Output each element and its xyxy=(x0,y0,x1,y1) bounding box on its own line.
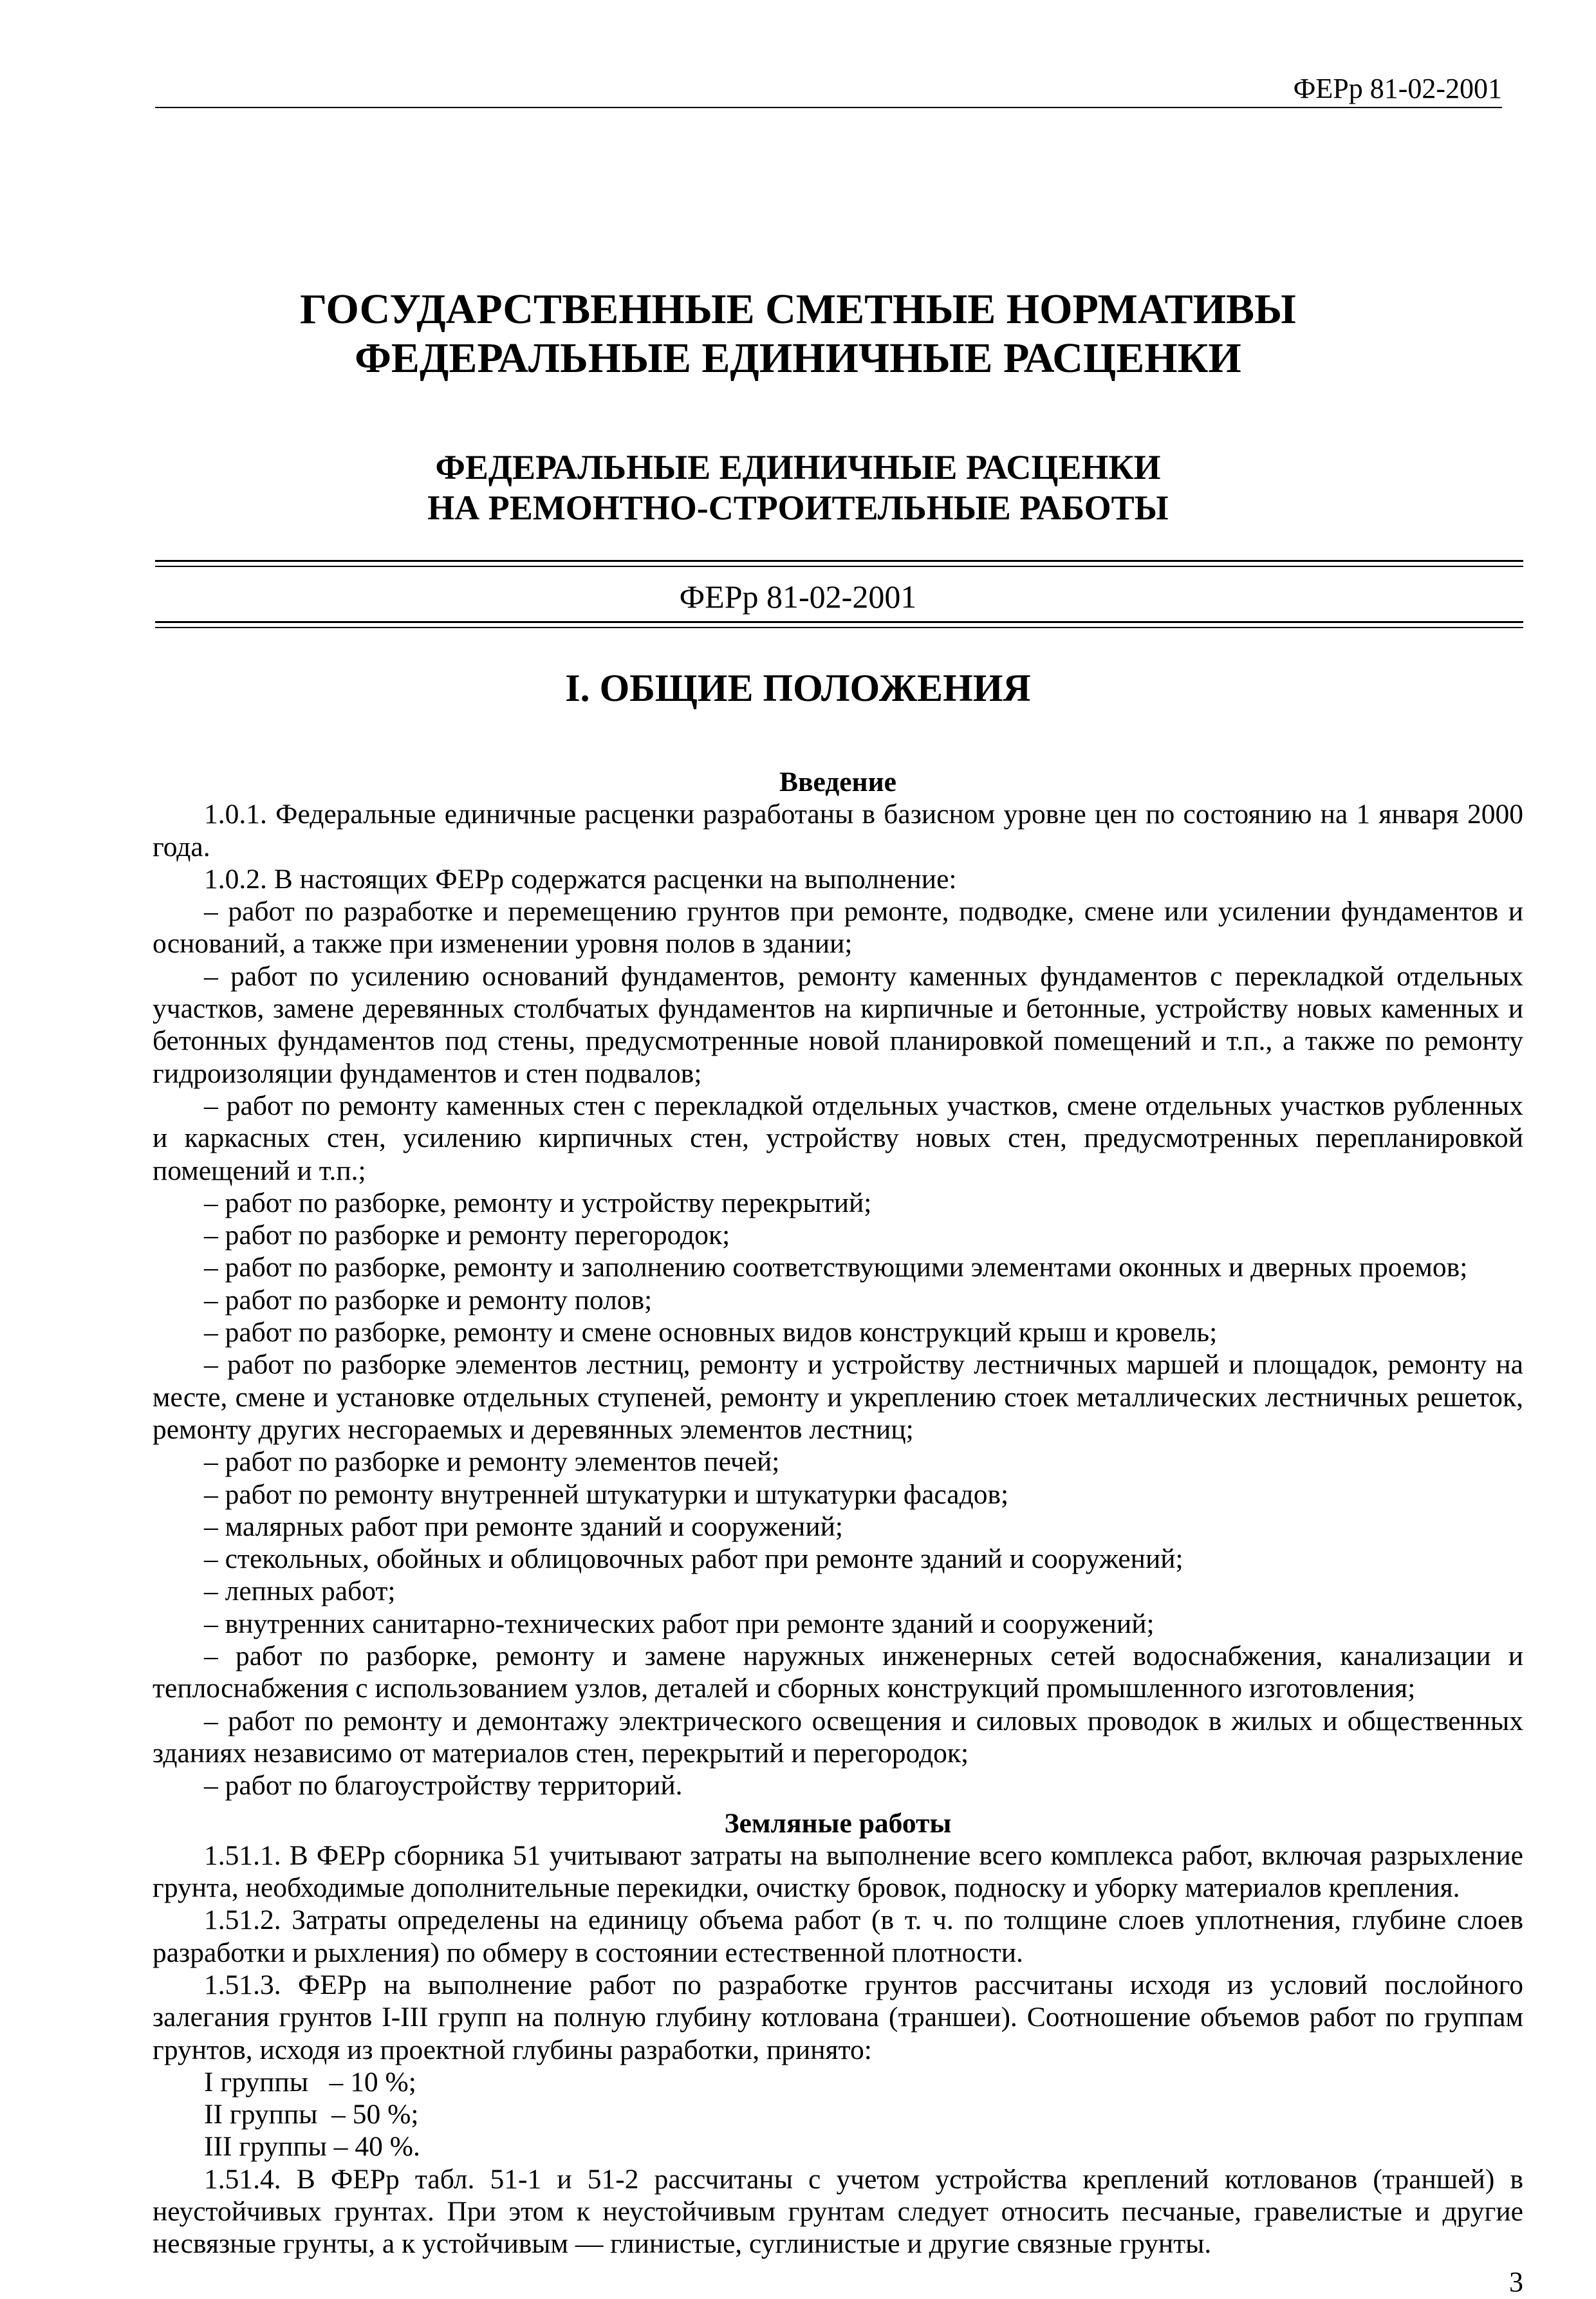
paragraph: – малярных работ при ремонте зданий и сооружений; xyxy=(204,1511,843,1542)
intro-heading: Введение xyxy=(779,767,896,797)
paragraph: – работ по разборке, ремонту и замене наружных инженерных сетей водоснабжения, канализации и теплоснабжения с использованием узлов, деталей и сборных конструкций промышленного изготовления; xyxy=(153,1641,1523,1704)
paragraph: – работ по усилению оснований фундаментов, ремонту каменных фундаментов с перекладкой отдельных участков, замене деревянных столбчатых фундаментов на кирпичные и бетонные, устройству новых каменных и бетонных фундаментов под стены, предусмотренные новой планировкой помещений и т.п., а также по ремонту гидроизоляции фундаментов и стен подвалов; xyxy=(153,960,1523,1089)
document-title-line-1: ГОСУДАРСТВЕННЫЕ СМЕТНЫЕ НОРМАТИВЫ xyxy=(300,286,1296,333)
paragraph: – работ по ремонту внутренней штукатурки и штукатурки фасадов; xyxy=(204,1478,1009,1510)
paragraph: – работ по разборке, ремонту и смене основных видов конструкций крыш и кровель; xyxy=(204,1317,1218,1348)
paragraph: – работ по ремонту и демонтажу электрического освещения и силовых проводок в жилых и общественных зданиях независимо от материалов стен, перекрытий и перегородок; xyxy=(153,1705,1523,1769)
paragraph: – работ по ремонту каменных стен с перекладкой отдельных участков, смене отдельных участков рубленных и каркасных стен, усилению кирпичных стен, устройству новых стен, предусмотренных перепланировкой помещений и т.п.; xyxy=(153,1090,1523,1186)
paragraph: – работ по разборке и ремонту элементов печей; xyxy=(204,1446,780,1478)
section-title: I. ОБЩИЕ ПОЛОЖЕНИЯ xyxy=(565,667,1031,709)
paragraph: 1.0.2. В настоящих ФЕРр содержатся расценки на выполнение: xyxy=(204,863,957,895)
document-subtitle-line-1: ФЕДЕРАЛЬНЫЕ ЕДИНИЧНЫЕ РАСЦЕНКИ xyxy=(435,448,1161,487)
paragraph: – работ по благоустройству территорий. xyxy=(204,1770,683,1801)
paragraph: – работ по разборке, ремонту и устройству перекрытий; xyxy=(204,1187,872,1218)
double-rule-bottom xyxy=(155,621,1523,628)
intro-paragraphs xyxy=(153,798,1523,1801)
paragraph: – лепных работ; xyxy=(204,1576,396,1607)
paragraph: – работ по разборке и ремонту перегородок; xyxy=(204,1220,730,1251)
paragraph: 1.51.3. ФЕРр на выполнение работ по разработке грунтов рассчитаны исходя из условий послойного залегания грунтов I-III групп на полную глубину котлована (траншеи). Соотношение объемов работ по группам грунтов, исходя из проектной глубины разработки, принято: xyxy=(153,1969,1523,2065)
document-title-line-2: ФЕДЕРАЛЬНЫЕ ЕДИНИЧНЫЕ РАСЦЕНКИ xyxy=(355,335,1241,382)
earthworks-paragraphs xyxy=(153,1839,1523,2260)
document-subtitle-line-2: НА РЕМОНТНО-СТРОИТЕЛЬНЫЕ РАБОТЫ xyxy=(427,489,1169,527)
page-number: 3 xyxy=(1509,2266,1523,2298)
double-rule-top xyxy=(155,560,1523,567)
paragraph: – внутренних санитарно-технических работ при ремонте зданий и сооружений; xyxy=(204,1608,1155,1639)
paragraph: 1.0.1. Федеральные единичные расценки разработаны в базисном уровне цен по состоянию на 1 января 2000 года. xyxy=(153,799,1523,862)
paragraph: 1.51.4. В ФЕРр табл. 51-1 и 51-2 рассчитаны с учетом устройства креплений котлованов (траншей) в неустойчивых грунтах. При этом к неустойчивым грунтам следует относить песчаные, гравелистые и другие несвязные грунты, а к устойчивым — глинистые, суглинистые и другие связные грунты. xyxy=(153,2163,1523,2260)
paragraph: 1.51.2. Затраты определены на единицу объема работ (в т. ч. по толщине слоев уплотнения, глубине слоев разработки и рыхления) по обмеру в состоянии естественной плотности. xyxy=(153,1904,1523,1968)
running-header: ФЕРр 81-02-2001 xyxy=(1293,73,1502,104)
paragraph: – работ по разборке элементов лестниц, ремонту и устройству лестничных маршей и площадок, ремонту на месте, смене и установке отдельных ступеней, ремонту и укреплению стоек металлических лестничных решеток, ремонту других несгораемых и деревянных элементов лестниц; xyxy=(153,1349,1523,1445)
paragraph: II группы – 50 %; xyxy=(204,2099,419,2130)
body-text xyxy=(153,766,1523,2299)
paragraph: – работ по разработке и перемещению грунтов при ремонте, подводке, смене или усилении фундаментов и оснований, а также при изменении уровня полов в здании; xyxy=(153,896,1523,960)
document-code: ФЕРр 81-02-2001 xyxy=(679,579,917,615)
paragraph: – работ по разборке, ремонту и заполнению соответствующими элементами оконных и дверных проемов; xyxy=(204,1252,1468,1283)
earthworks-heading: Земляные работы xyxy=(724,1807,952,1839)
header-rule xyxy=(155,107,1502,108)
paragraph: III группы – 40 %. xyxy=(204,2131,420,2163)
paragraph: – работ по разборке и ремонту полов; xyxy=(204,1284,653,1316)
paragraph: 1.51.1. В ФЕРр сборника 51 учитывают затраты на выполнение всего комплекса работ, включая разрыхление грунта, необходимые дополнительные перекидки, очистку бровок, подноску и уборку материалов крепления. xyxy=(153,1839,1523,1904)
paragraph: – стекольных, обойных и облицовочных работ при ремонте зданий и сооружений; xyxy=(204,1543,1183,1575)
paragraph: I группы – 10 %; xyxy=(204,2066,416,2098)
